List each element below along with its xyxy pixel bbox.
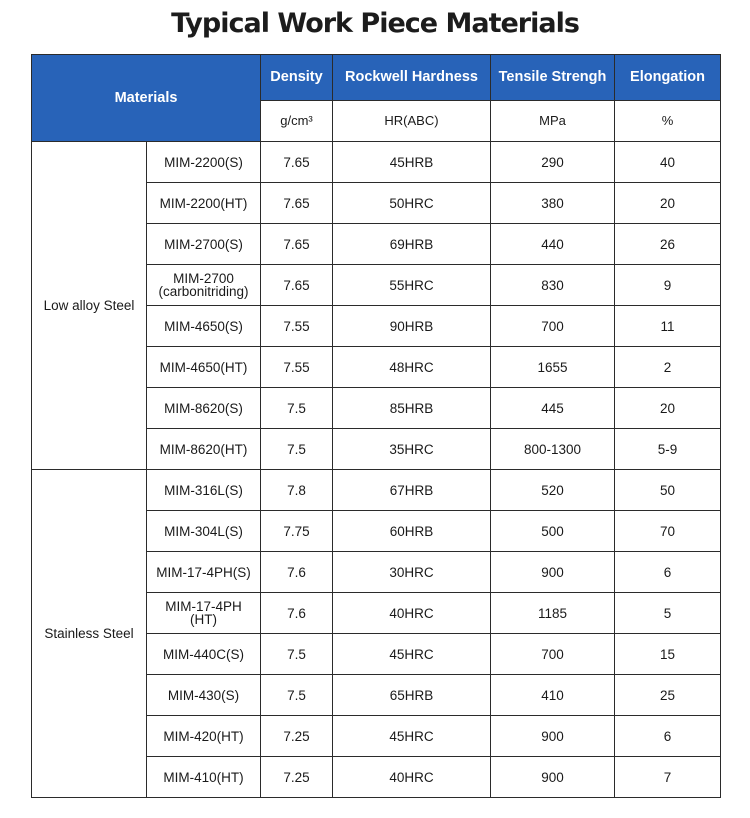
density-cell: 7.5 [261,675,333,716]
unit-hardness: HR(ABC) [333,100,491,141]
hardness-cell: 30HRC [333,552,491,593]
material-cell: MIM-17-4PH (HT) [147,593,261,634]
density-cell: 7.8 [261,470,333,511]
material-cell: MIM-440C(S) [147,634,261,675]
tensile-cell: 900 [491,716,615,757]
elongation-cell: 6 [615,716,721,757]
hardness-cell: 45HRC [333,634,491,675]
hardness-cell: 45HRC [333,716,491,757]
tensile-cell: 700 [491,306,615,347]
tensile-cell: 700 [491,634,615,675]
hardness-cell: 50HRC [333,183,491,224]
density-cell: 7.55 [261,347,333,388]
header-tensile: Tensile Strengh [491,55,615,101]
tensile-cell: 900 [491,757,615,798]
elongation-cell: 20 [615,388,721,429]
material-cell: MIM-8620(S) [147,388,261,429]
density-cell: 7.6 [261,552,333,593]
header-elongation: Elongation [615,55,721,101]
material-cell: MIM-4650(HT) [147,347,261,388]
material-cell: MIM-2200(S) [147,142,261,183]
tensile-cell: 800-1300 [491,429,615,470]
density-cell: 7.5 [261,429,333,470]
elongation-cell: 5 [615,593,721,634]
hardness-cell: 85HRB [333,388,491,429]
tensile-cell: 440 [491,224,615,265]
density-cell: 7.6 [261,593,333,634]
tensile-cell: 900 [491,552,615,593]
material-cell: MIM-2700 (carbonitriding) [147,265,261,306]
materials-table [31,54,721,798]
elongation-cell: 25 [615,675,721,716]
header-density: Density [261,55,333,101]
elongation-cell: 15 [615,634,721,675]
table-body [32,142,721,798]
tensile-cell: 500 [491,511,615,552]
material-cell: MIM-420(HT) [147,716,261,757]
material-cell: MIM-304L(S) [147,511,261,552]
elongation-cell: 9 [615,265,721,306]
material-cell: MIM-430(S) [147,675,261,716]
hardness-cell: 65HRB [333,675,491,716]
material-cell: MIM-17-4PH(S) [147,552,261,593]
tensile-cell: 410 [491,675,615,716]
unit-elongation: % [615,100,721,141]
tensile-cell: 520 [491,470,615,511]
tensile-cell: 1655 [491,347,615,388]
material-cell: MIM-8620(HT) [147,429,261,470]
elongation-cell: 50 [615,470,721,511]
header-row [32,55,721,101]
material-cell: MIM-2200(HT) [147,183,261,224]
density-cell: 7.5 [261,634,333,675]
hardness-cell: 45HRB [333,142,491,183]
density-cell: 7.65 [261,183,333,224]
density-cell: 7.75 [261,511,333,552]
unit-tensile: MPa [491,100,615,141]
tensile-cell: 445 [491,388,615,429]
elongation-cell: 2 [615,347,721,388]
density-cell: 7.5 [261,388,333,429]
group-label: Stainless Steel [32,470,147,798]
tensile-cell: 290 [491,142,615,183]
material-cell: MIM-410(HT) [147,757,261,798]
hardness-cell: 90HRB [333,306,491,347]
density-cell: 7.55 [261,306,333,347]
elongation-cell: 20 [615,183,721,224]
elongation-cell: 70 [615,511,721,552]
hardness-cell: 48HRC [333,347,491,388]
density-cell: 7.65 [261,224,333,265]
elongation-cell: 6 [615,552,721,593]
table-row [32,142,721,183]
hardness-cell: 40HRC [333,757,491,798]
elongation-cell: 11 [615,306,721,347]
elongation-cell: 40 [615,142,721,183]
material-cell: MIM-2700(S) [147,224,261,265]
hardness-cell: 40HRC [333,593,491,634]
elongation-cell: 5-9 [615,429,721,470]
header-hardness: Rockwell Hardness [333,55,491,101]
material-cell: MIM-316L(S) [147,470,261,511]
hardness-cell: 69HRB [333,224,491,265]
hardness-cell: 67HRB [333,470,491,511]
tensile-cell: 830 [491,265,615,306]
density-cell: 7.65 [261,142,333,183]
density-cell: 7.25 [261,757,333,798]
table-row [32,470,721,511]
elongation-cell: 7 [615,757,721,798]
tensile-cell: 1185 [491,593,615,634]
header-materials: Materials [32,55,261,142]
material-cell: MIM-4650(S) [147,306,261,347]
hardness-cell: 35HRC [333,429,491,470]
tensile-cell: 380 [491,183,615,224]
elongation-cell: 26 [615,224,721,265]
page-title: Typical Work Piece Materials [171,8,579,39]
hardness-cell: 55HRC [333,265,491,306]
density-cell: 7.65 [261,265,333,306]
group-label: Low alloy Steel [32,142,147,470]
density-cell: 7.25 [261,716,333,757]
hardness-cell: 60HRB [333,511,491,552]
unit-density: g/cm³ [261,100,333,141]
